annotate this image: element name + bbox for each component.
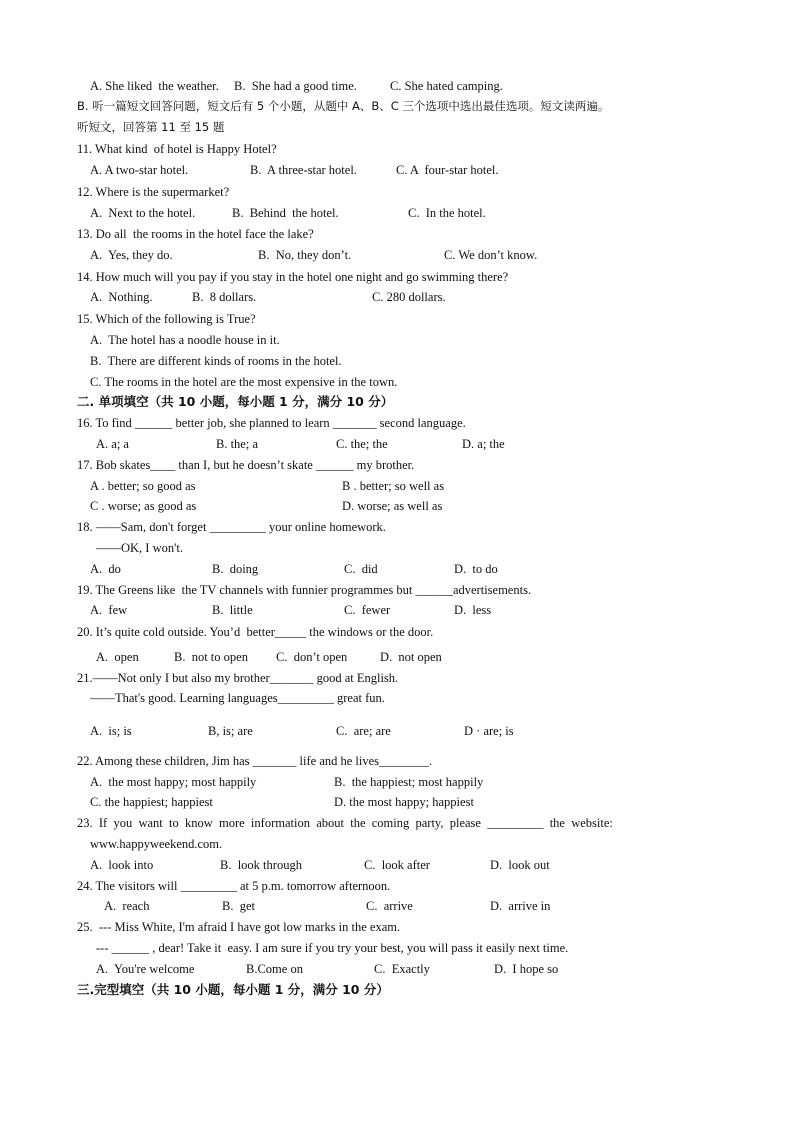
question-stem: 24. The visitors will _________ at 5 p.m. tomorrow afternoon. <box>77 879 391 893</box>
question-stem: 25. --- Miss White, I'm afraid I have got low marks in the exam. <box>77 920 401 934</box>
option: C. don’t open <box>276 650 348 664</box>
option: B. Behind the hotel. <box>232 206 339 220</box>
question-stem: 19. The Greens like the TV channels with funnier programmes but ______advertisements. <box>77 583 532 597</box>
option: B. the happiest; most happily <box>334 775 484 789</box>
option: B.Come on <box>246 962 303 976</box>
option: B. She had a good time. <box>234 79 357 93</box>
question-stem: 22. Among these children, Jim has _______ life and he lives________. <box>77 754 433 768</box>
question-stem: 17. Bob skates____ than I, but he doesn’t skate ______ my brother. <box>77 458 415 472</box>
option: B. look through <box>220 858 302 872</box>
option: D. less <box>454 603 492 617</box>
option: A. is; is <box>90 724 132 738</box>
option: C. the happiest; happiest <box>90 795 213 809</box>
option: B. doing <box>212 562 259 576</box>
option: A. look into <box>90 858 154 872</box>
question-stem: 16. To find ______ better job, she planned to learn _______ second language. <box>77 416 466 430</box>
part-b-instructions: B. 听一篇短文回答问题，短文后有 5 个小题，从题中 A、B、C 三个选项中选出最佳选项。短文读两遍。 <box>77 99 610 113</box>
option: B . better; so well as <box>342 479 445 493</box>
option: A. Nothing. <box>90 290 153 304</box>
question-stem: 20. It’s quite cold outside. You’d better_____ the windows or the door. <box>77 625 434 639</box>
option: C. 280 dollars. <box>372 290 446 304</box>
option: D. the most happy; happiest <box>334 795 474 809</box>
question-stem-continued: www.happyweekend.com. <box>90 837 223 851</box>
option: C. the; the <box>336 437 388 451</box>
option: A. She liked the weather. <box>90 79 219 93</box>
option: D. arrive in <box>490 899 551 913</box>
option: B. There are different kinds of rooms in the hotel. <box>90 354 342 368</box>
option: B. A three-star hotel. <box>250 163 357 177</box>
option: C. We don’t know. <box>444 248 538 262</box>
option: A. few <box>90 603 128 617</box>
option: B. get <box>222 899 255 913</box>
option: D. to do <box>454 562 498 576</box>
section-title: 二. 单项填空（共 10 小题，每小题 1 分，满分 10 分） <box>77 394 394 409</box>
option: C. did <box>344 562 378 576</box>
dialog-reply: --- ______ , dear! Take it easy. I am sure if you try your best, you will pass it easily next time. <box>96 941 569 955</box>
dialog-reply: ——That's good. Learning languages_________ great fun. <box>90 691 385 705</box>
option: A. You're welcome <box>96 962 195 976</box>
option: D. I hope so <box>494 962 559 976</box>
section-title: 三.完型填空（共 10 小题，每小题 1 分，满分 10 分） <box>77 982 389 997</box>
dialog-reply: ——OK, I won't. <box>96 541 183 555</box>
question-stem: 18. ——Sam, don't forget _________ your online homework. <box>77 520 386 534</box>
option: C. arrive <box>366 899 413 913</box>
option: C. look after <box>364 858 430 872</box>
option: B. the; a <box>216 437 259 451</box>
option: A. The hotel has a noodle house in it. <box>90 333 280 347</box>
question-stem: 15. Which of the following is True? <box>77 312 256 326</box>
option: A. open <box>96 650 139 664</box>
question-stem: 13. Do all the rooms in the hotel face the lake? <box>77 227 314 241</box>
option: C. fewer <box>344 603 391 617</box>
question-stem: 11. What kind of hotel is Happy Hotel? <box>77 142 277 156</box>
option: A. Yes, they do. <box>90 248 173 262</box>
option: D. a; the <box>462 437 505 451</box>
option: B. 8 dollars. <box>192 290 257 304</box>
option: D · are; is <box>464 724 514 738</box>
option: C. In the hotel. <box>408 206 486 220</box>
option: B. not to open <box>174 650 248 664</box>
question-stem: 14. How much will you pay if you stay in the hotel one night and go swimming there? <box>77 270 509 284</box>
option: D. not open <box>380 650 442 664</box>
question-stem: 21.——Not only I but also my brother_______ good at English. <box>77 671 399 685</box>
option: A. do <box>90 562 121 576</box>
option: B, is; are <box>208 724 253 738</box>
option: C. The rooms in the hotel are the most expensive in the town. <box>90 375 398 389</box>
option: C. Exactly <box>374 962 430 976</box>
option: B. little <box>212 603 253 617</box>
option: A. A two-star hotel. <box>90 163 189 177</box>
option: C. She hated camping. <box>390 79 503 93</box>
option: A. Next to the hotel. <box>90 206 196 220</box>
option: C. A four-star hotel. <box>396 163 499 177</box>
part-b-subtitle: 听短文，回答第 11 至 15 题 <box>77 120 225 134</box>
option: A. reach <box>104 899 150 913</box>
option: C . worse; as good as <box>90 499 197 513</box>
option: D. look out <box>490 858 550 872</box>
option: A. the most happy; most happily <box>90 775 257 789</box>
option: A . better; so good as <box>90 479 196 493</box>
option: C. are; are <box>336 724 391 738</box>
question-stem: 12. Where is the supermarket? <box>77 185 230 199</box>
question-stem: 23. If you want to know more information about the coming party, please _________ the website: <box>77 816 613 830</box>
option: B. No, they don’t. <box>258 248 352 262</box>
option: A. a; a <box>96 437 129 451</box>
option: D. worse; as well as <box>342 499 443 513</box>
